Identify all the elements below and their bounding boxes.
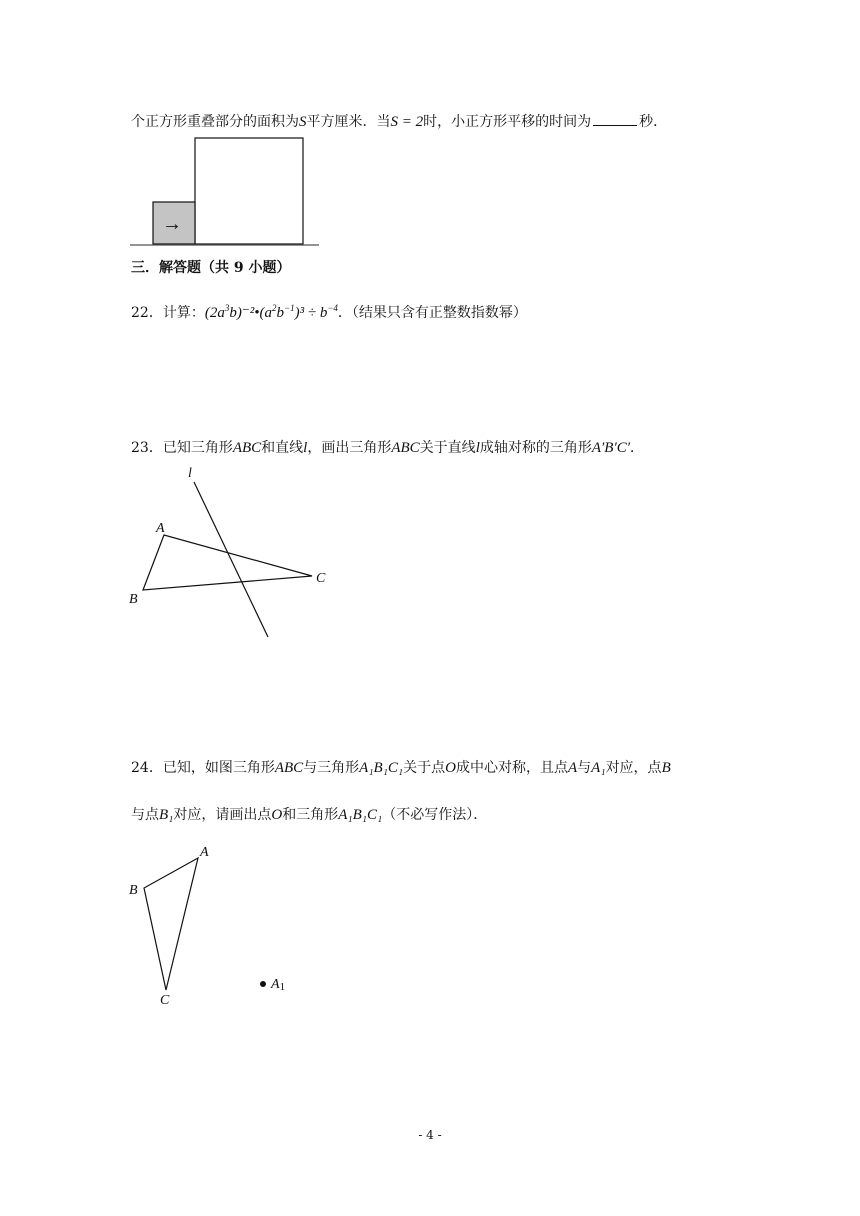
q24-figure xyxy=(120,840,320,1010)
intro-equation: S = 2 xyxy=(390,114,424,130)
label-b: B xyxy=(129,592,138,607)
triangle-abc xyxy=(143,535,312,590)
intro-text-b: 平方厘米．当 xyxy=(306,114,391,130)
question-24-line-1: 24．已知，如图三角形ABC与三角形A₁B₁C₁关于点O成中心对称，且点A与A₁对应，点B xyxy=(131,760,671,776)
label-c-q24: C xyxy=(160,993,170,1008)
section-heading: 三．解答题（共 9 小题） xyxy=(131,260,291,276)
question-22 xyxy=(131,298,527,323)
label-c: C xyxy=(316,571,326,586)
q22-number: 22． xyxy=(131,305,163,321)
page-number: - 4 - xyxy=(418,1128,442,1142)
intro-text-d: 秒． xyxy=(639,114,668,130)
intro-var-s: S xyxy=(299,114,307,130)
line-l xyxy=(194,482,268,637)
question-24-line-2: 与点B₁对应，请画出点O和三角形A₁B₁C₁（不必写作法）． xyxy=(131,807,488,823)
label-a: A xyxy=(156,521,165,536)
question-23: 23．已知三角形ABC和直线l，画出三角形ABC关于直线l成轴对称的三角形A′B′C′． xyxy=(131,440,645,456)
squares-figure xyxy=(128,136,328,250)
q22-tail: ．（结果只含有正整数指数幂） xyxy=(337,305,527,321)
q22-lead: 计算： xyxy=(162,305,205,321)
large-square xyxy=(195,138,303,244)
label-b-q24: B xyxy=(129,883,138,898)
q23-figure xyxy=(120,460,340,650)
label-a-q24: A xyxy=(200,845,209,860)
intro-line xyxy=(131,112,667,132)
q22-expression: $(2a^3b)^{-2}•(a^2b^{-1})^3 \div b^{-4}$ xyxy=(204,303,338,321)
answer-blank xyxy=(593,113,637,126)
point-a1 xyxy=(260,981,266,987)
triangle-abc-q24 xyxy=(144,858,198,990)
intro-text-c: 时，小正方形平移的时间为 xyxy=(423,114,592,130)
label-l: l xyxy=(188,466,192,481)
intro-text-a: 个正方形重叠部分的面积为 xyxy=(131,114,299,130)
arrow-right-icon: → xyxy=(162,213,182,235)
label-a1: A1 xyxy=(271,977,286,993)
